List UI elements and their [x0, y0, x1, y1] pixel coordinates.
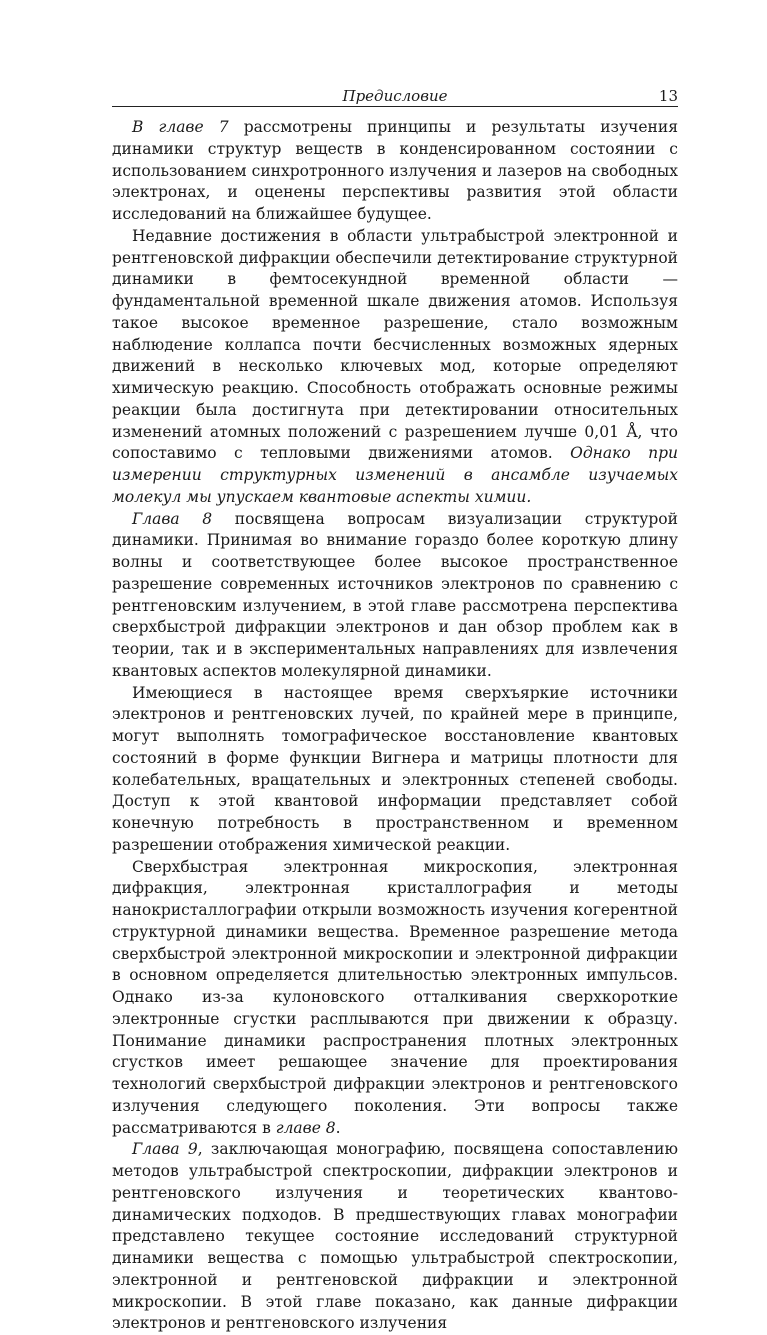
- paragraph-recent-advances: [112, 226, 678, 509]
- paragraph-text: посвящена вопросам визуализации структурой динамики. Принимая во внимание гораздо более короткую длину волны и соответствующее более высокое пространственное разрешение современных источников электронов по сравнению с рентгеновским излучением, в этой главе рассмотрена перспектива сверхбыстрой дифракции электронов и дан обзор проблем как в теории, так и в экспериментальных направлениях для извлечения квантовых аспектов молекулярной динамики.: [112, 509, 678, 680]
- paragraph-electron-microscopy: [112, 857, 678, 1140]
- paragraph-text: , заключающая монографию, посвящена сопоставлению методов ультрабыстрой спектроскопии, дифракции электронов и рентгеновского излучения и теоретических квантово-динамических подходов. В предшествующих главах монографии представлено текущее состояние исследований структурной динамики вещества с помощью ультрабыстрой спектроскопии, электронной и рентгеновской дифракции и электронной микроскопии. В этой главе показано, как данные дифракции электронов и рентгеновского излучения: [112, 1140, 678, 1333]
- page-number: 13: [658, 87, 678, 105]
- chapter-reference: В главе 7: [132, 118, 229, 136]
- body-text: [112, 117, 678, 1335]
- chapter-reference: Глава 8: [132, 509, 213, 528]
- paragraph-text: рассмотрены принципы и результаты изучения динамики структур веществ в конденсированном состоянии с использованием синхротронного излучения и лазеров на свободных электронах, и оценены перспективы развития этой области исследований на ближайшее будущее.: [112, 118, 678, 223]
- paragraph-chapter-9: [112, 1139, 678, 1335]
- running-title: Предисловие: [342, 87, 448, 105]
- paragraph-chapter-8: [112, 509, 678, 683]
- paragraph-text: Недавние достижения в области ультрабыстрой электронной и рентгеновской дифракции обеспечили детектирование структурной динамики в фемтосекундной временной области — фундаментальной временной шкале движения атомов. Используя такое высокое временное разрешение, стало возможным наблюдение коллапса почти бесчисленных возможных ядерных движений в несколько ключевых мод, которые определяют химическую реакцию. Способность отображать основные режимы реакции была достигнута при детектировании относительных изменений атомных положений с разрешением лучше 0,01 Å, что сопоставимо с тепловыми движениями атомов.: [112, 226, 678, 463]
- paragraph-bright-sources: [112, 683, 678, 857]
- chapter-reference: главе 8: [275, 1118, 336, 1137]
- running-header: [112, 86, 678, 107]
- chapter-reference: Глава 9: [132, 1140, 198, 1159]
- emphasized-statement: Однако при измерении структурных изменений в ансамбле изучаемых молекул мы упускаем квантовые аспекты химии.: [112, 444, 678, 506]
- paragraph-chapter-7: [112, 117, 678, 226]
- paragraph-text-end: .: [335, 1118, 341, 1137]
- paragraph-text: Имеющиеся в настоящее время сверхъяркие источники электронов и рентгеновских лучей, по крайней мере в принципе, могут выполнять томографическое восстановление квантовых состояний в форме функции Вигнера и матрицы плотности для колебательных, вращательных и электронных степеней свободы. Доступ к этой квантовой информации представляет собой конечную потребность в пространственном и временном разрешении отображения химической реакции.: [112, 683, 678, 854]
- paragraph-text: Сверхбыстрая электронная микроскопия, электронная дифракция, электронная кристаллография и методы нанокристаллографии открыли возможность изучения когерентной структурной динамики вещества. Временное разрешение метода сверхбыстрой электронной микроскопии и электронной дифракции в основном определяется длительностью электронных импульсов. Однако из-за кулоновского отталкивания сверхкороткие электронные сгустки расплываются при движении к образцу. Понимание динамики распространения плотных электронных сгустков имеет решающее значение для проектирования технологий сверхбыстрой дифракции электронов и рентгеновского излучения следующего поколения. Эти вопросы также рассматриваются в: [112, 857, 678, 1137]
